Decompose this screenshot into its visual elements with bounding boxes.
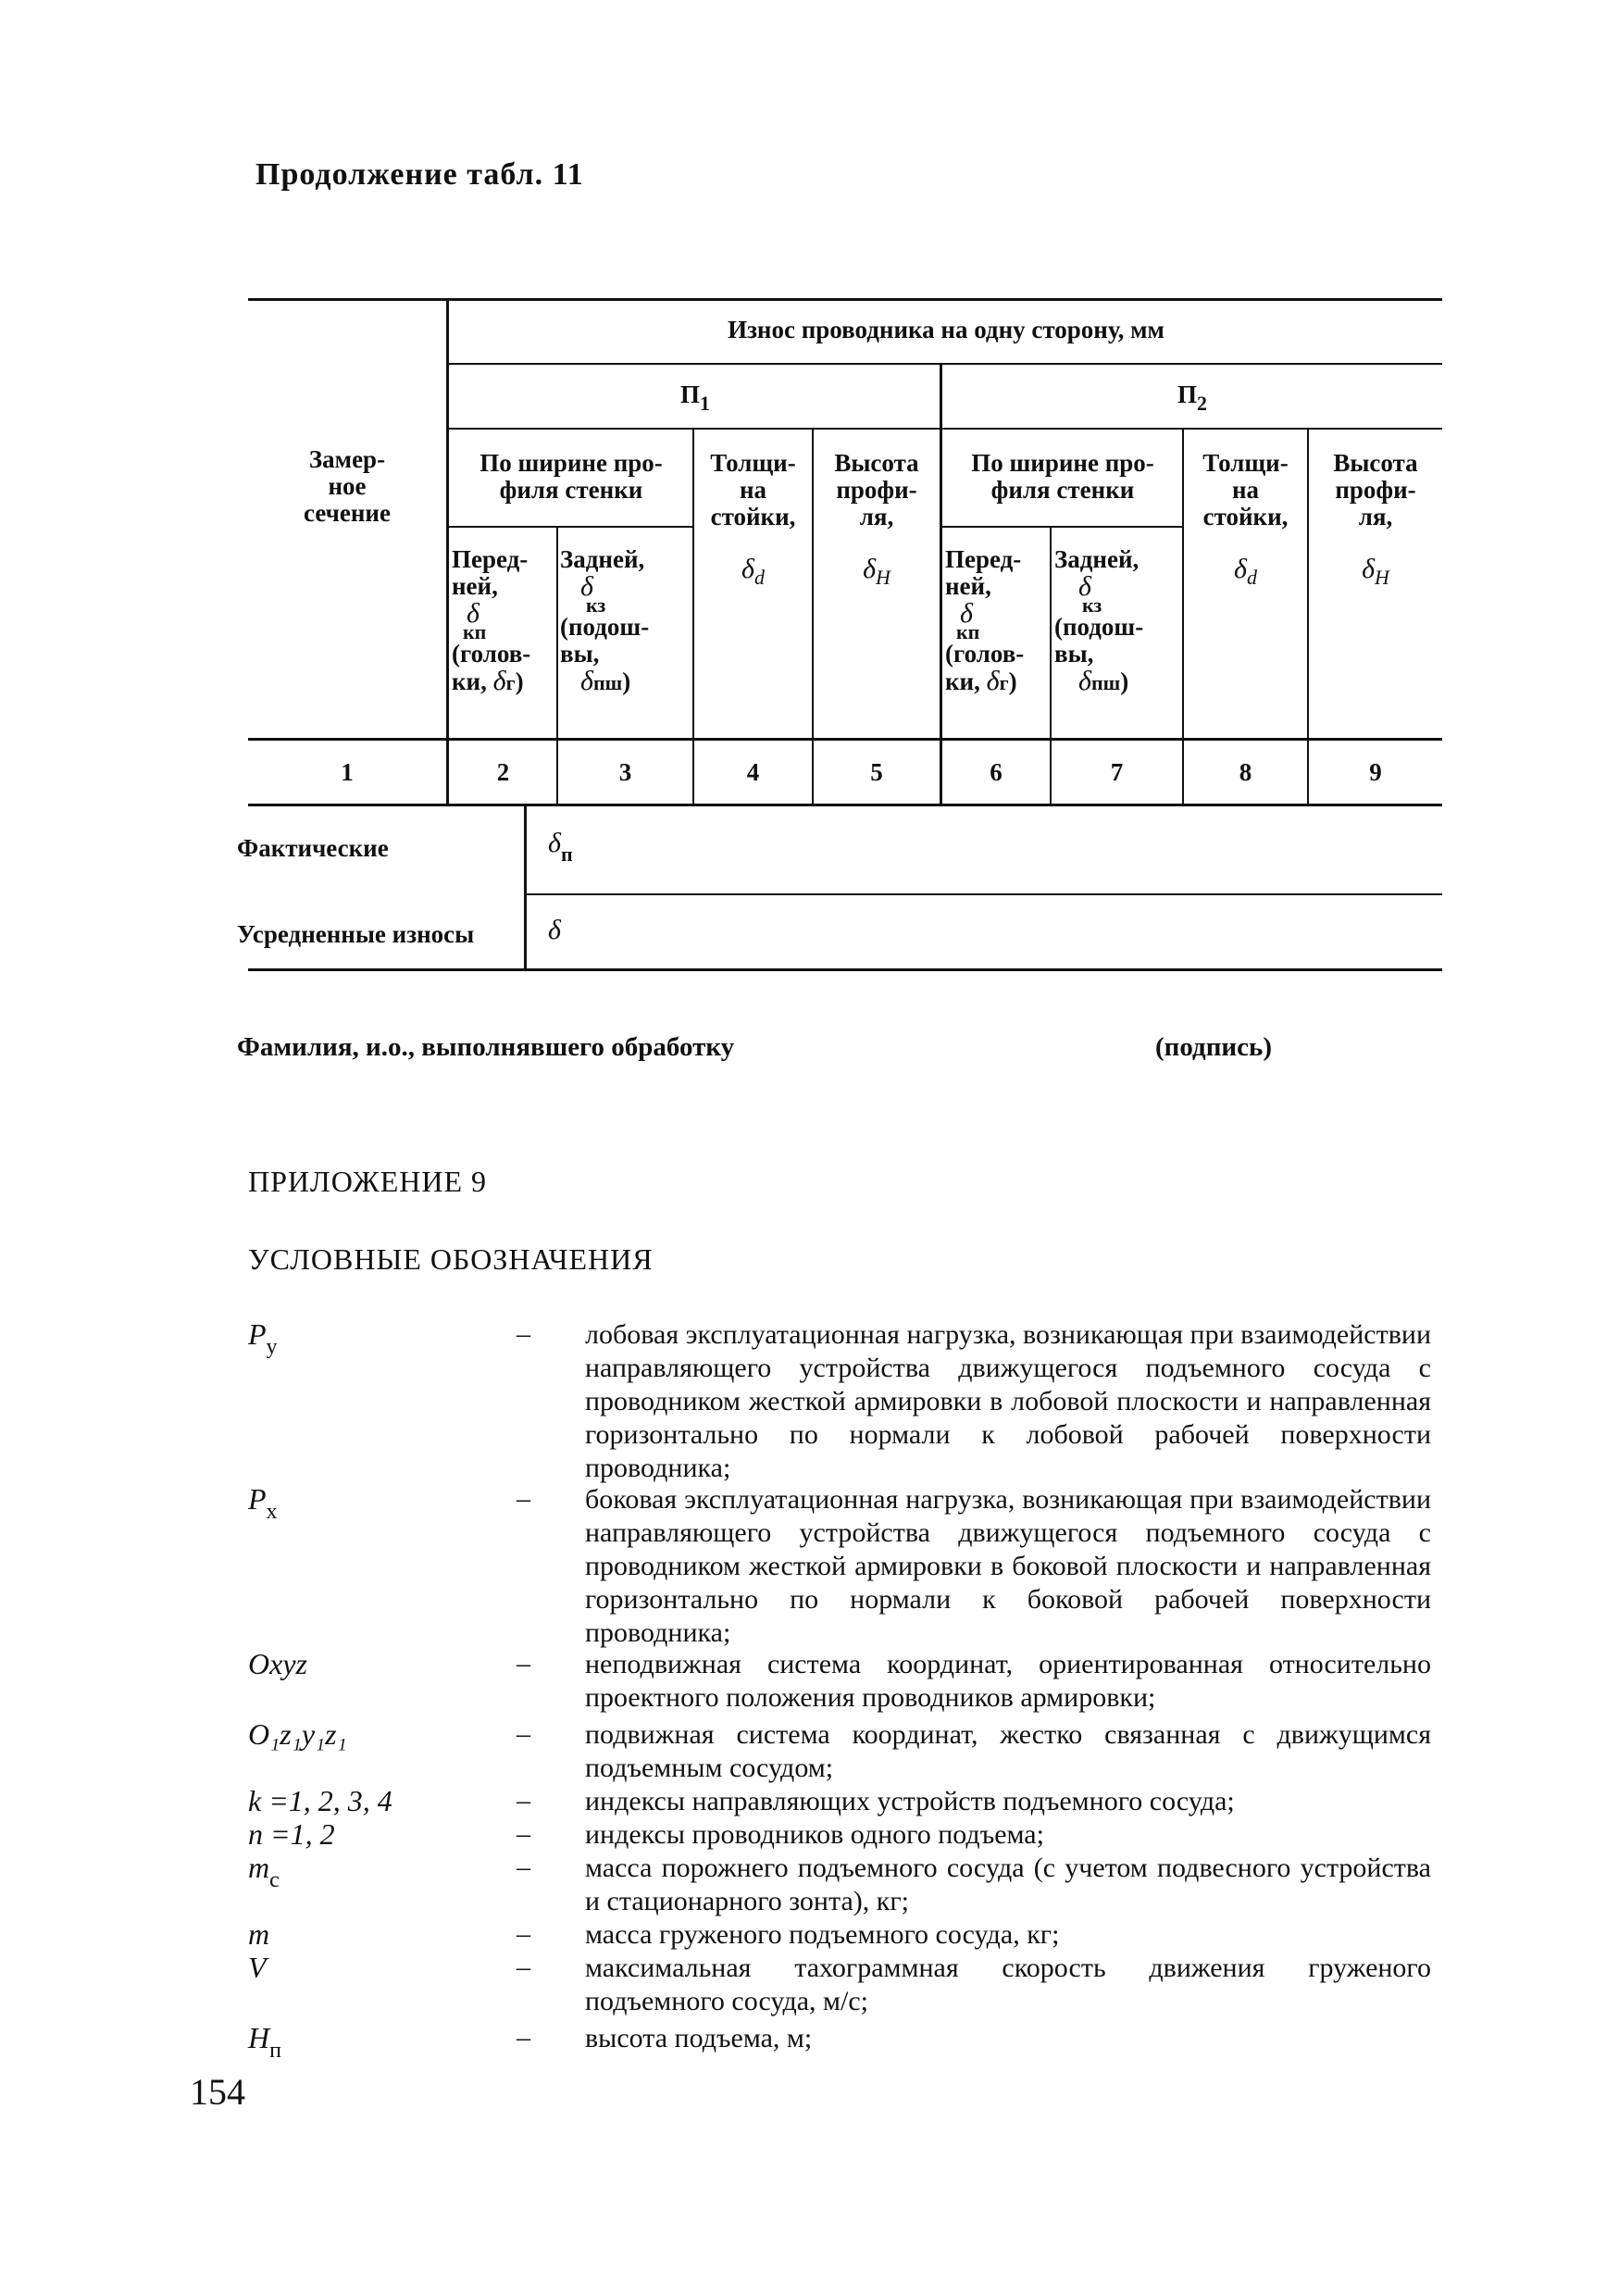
p1-thickness-symbol: $\delta_d$ xyxy=(741,554,765,589)
symbol-definition: высота подъема, м; xyxy=(585,2023,813,2053)
symbol: O₁z₁y₁z₁ xyxy=(248,1717,347,1751)
page-number: 154 xyxy=(190,2071,245,2113)
symbol-definition: подвижная система координат, жестко связанная с движущимся подъемным сосудом; xyxy=(585,1719,1431,1783)
p2-front-header: Перед- ней, δ кп (голов- ки, δг) xyxy=(945,545,1025,696)
row-average-symbol: δ xyxy=(548,915,561,945)
dash: – xyxy=(517,1785,530,1816)
p2-width-profile-header: По ширине про- филя стенки xyxy=(971,449,1154,504)
table-rule xyxy=(248,738,1442,741)
symbol: $H_п$ xyxy=(248,2021,281,2063)
table-rule xyxy=(248,804,1442,806)
symbol-definition: масса порожнего подъемного сосуда (с учетом подвесного устройства и стационарного зонта), кг; xyxy=(585,1853,1431,1916)
dash: – xyxy=(517,1718,530,1749)
p1-height-profile-header: Высота профи- ля, xyxy=(834,449,919,530)
p2-back-header: Задней, δ кз (подош- вы, δпш) xyxy=(1054,545,1144,696)
dash: – xyxy=(517,1918,530,1949)
col-number: 1 xyxy=(341,758,354,786)
symbol: k =1, 2, 3, 4 xyxy=(248,1784,392,1817)
symbol-definition: лобовая эксплуатационная нагрузка, возникающая при взаимодействии направляющего устройства движущегося подъемного сосуда с проводником жесткой армировки в лобовой плоскости и направленная горизонтально по нормали к лобовой рабочей поверхности проводника; xyxy=(585,1319,1431,1483)
table-rule xyxy=(448,526,692,528)
p1-width-profile-header: По ширине про- филя стенки xyxy=(479,449,663,504)
symbol: $m_с$ xyxy=(248,1851,280,1892)
dash: – xyxy=(517,1952,530,1982)
p2-thickness-symbol: $\delta_d$ xyxy=(1234,554,1257,589)
group-header: Износ проводника на одну сторону, мм xyxy=(728,316,1164,343)
p2-height-profile-header: Высота профи- ля, xyxy=(1333,449,1418,530)
dash: – xyxy=(517,1648,530,1678)
table-continuation-caption: Продолжение табл. 11 xyxy=(255,157,584,192)
symbol-definition: боковая эксплуатационная нагрузка, возникающая при взаимодействии направляющего устройства движущегося подъемного сосуда с проводником жесткой армировки в боковой плоскости и направленная горизонтально по нормали к боковой рабочей поверхности проводника; xyxy=(585,1484,1431,1648)
row-actual-symbol: $\delta_п$ xyxy=(548,828,573,866)
dash: – xyxy=(517,1818,530,1849)
symbol: $P_y$ xyxy=(248,1317,278,1359)
col-number: 3 xyxy=(618,758,632,786)
col-number: 5 xyxy=(870,758,883,786)
processor-name-label: Фамилия, и.о., выполнявшего обработку xyxy=(237,1032,735,1062)
symbol-definition: масса груженого подъемного сосуда, кг; xyxy=(585,1919,1060,1950)
table-rule xyxy=(941,526,1184,528)
row-average-label: Усредненные износы xyxy=(237,920,475,948)
col-number: 2 xyxy=(496,758,510,786)
p2-header xyxy=(942,381,1442,415)
table-rule xyxy=(448,428,1442,430)
symbol: m xyxy=(248,1917,270,1951)
symbol: n =1, 2 xyxy=(248,1817,335,1851)
col-number: 7 xyxy=(1110,758,1124,786)
row-actual-label: Фактические xyxy=(237,834,389,862)
symbol-definition: индексы проводников одного подъема; xyxy=(585,1819,1044,1850)
col-measured-section-header: Замер- ное сечение xyxy=(304,445,391,527)
p1-label: П xyxy=(679,381,700,408)
symbol-definition: индексы направляющих устройств подъемного сосуда; xyxy=(585,1786,1235,1816)
p2-thickness-header: Толщи- на стойки, xyxy=(1202,449,1289,530)
symbol: $P_x$ xyxy=(248,1482,278,1524)
signature-label: (подпись) xyxy=(1155,1032,1272,1062)
symbol-definition: максимальная тахограммная скорость движения груженого подъемного сосуда, м/с; xyxy=(585,1953,1431,2016)
p2-label: П xyxy=(1177,381,1197,408)
table-vline xyxy=(446,298,449,805)
p1-back-header: Задней, δ кз (подош- вы, δпш) xyxy=(560,545,650,696)
col-number: 9 xyxy=(1369,758,1382,786)
appendix-subtitle: УСЛОВНЫЕ ОБОЗНАЧЕНИЯ xyxy=(248,1242,654,1276)
col-number: 4 xyxy=(746,758,760,786)
col-number: 8 xyxy=(1239,758,1252,786)
p1-thickness-header: Толщи- на стойки, xyxy=(710,449,796,530)
table-rule xyxy=(526,893,1442,895)
p2-height-symbol: $\delta_H$ xyxy=(1362,554,1389,589)
p2-subscript: 2 xyxy=(1197,392,1207,415)
table-rule xyxy=(448,363,1442,365)
p1-front-header: Перед- ней, δ кп (голов- ки, δг) xyxy=(452,545,531,696)
table-vline xyxy=(940,363,942,805)
dash: – xyxy=(517,1318,530,1349)
table-top-rule xyxy=(248,298,1442,301)
p1-height-symbol: $\delta_H$ xyxy=(863,554,890,589)
symbol: V xyxy=(248,1951,267,1984)
appendix-title: ПРИЛОЖЕНИЕ 9 xyxy=(248,1165,488,1198)
symbol: Oxyz xyxy=(248,1647,307,1680)
dash: – xyxy=(517,1852,530,1882)
table-bottom-rule xyxy=(248,968,1442,971)
dash: – xyxy=(517,2022,530,2053)
p1-subscript: 1 xyxy=(700,392,710,415)
symbol-definition: неподвижная система координат, ориентированная относительно проектного положения проводников армировки; xyxy=(585,1649,1431,1713)
dash: – xyxy=(517,1483,530,1514)
p1-header xyxy=(450,381,940,415)
col-number: 6 xyxy=(990,758,1003,786)
